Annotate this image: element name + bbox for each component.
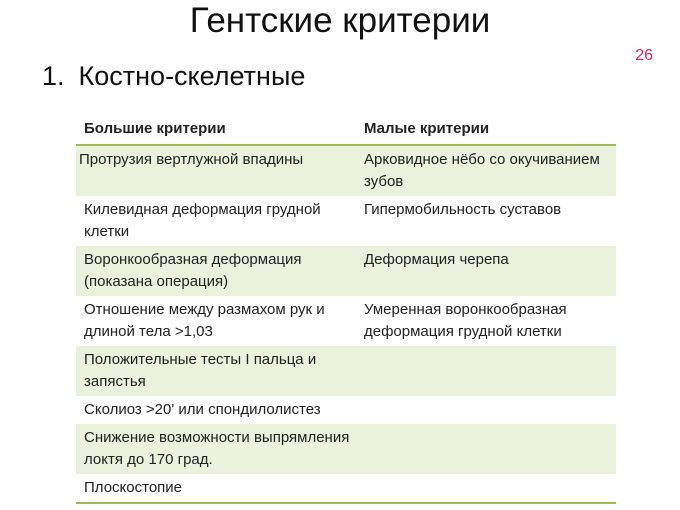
table-row <box>76 296 616 346</box>
major-criterion-cell: Протрузия вертлужной впадины <box>76 145 356 196</box>
minor-criterion-cell: Арковидное нёбо со окучиванием зубов <box>356 145 616 196</box>
minor-criterion-cell: Деформация черепа <box>356 246 616 296</box>
header-minor-criteria: Малые критерии <box>356 114 616 145</box>
minor-criterion-cell <box>356 424 616 474</box>
table-row <box>76 246 616 296</box>
table-row <box>76 424 616 474</box>
table-row <box>76 346 616 396</box>
table-row <box>76 474 616 503</box>
major-criterion-cell: Килевидная деформация грудной клетки <box>76 196 356 246</box>
minor-criterion-cell <box>356 346 616 396</box>
slide-number: 26 <box>635 47 653 64</box>
table-row <box>76 196 616 246</box>
criteria-table <box>76 114 616 504</box>
slide-title: Гентские критерии <box>189 1 491 40</box>
section-title: Костно-скелетные <box>78 61 306 91</box>
minor-criterion-cell <box>356 396 616 424</box>
major-criterion-cell: Снижение возможности выпрямления локтя до 170 град. <box>76 424 356 474</box>
minor-criterion-cell <box>356 474 616 503</box>
major-criterion-cell: Отношение между размахом рук и длиной тела >1,03 <box>76 296 356 346</box>
major-criterion-cell: Плоскостопие <box>76 474 356 503</box>
table-row <box>76 396 616 424</box>
table-header-row <box>76 114 616 145</box>
header-major-criteria: Большие критерии <box>76 114 356 145</box>
major-criterion-cell: Положительные тесты I пальца и запястья <box>76 346 356 396</box>
table-row <box>76 145 616 196</box>
major-criterion-cell: Воронкообразная деформация (показана операция) <box>76 246 356 296</box>
minor-criterion-cell: Гипермобильность суставов <box>356 196 616 246</box>
minor-criterion-cell: Умеренная воронкообразная деформация грудной клетки <box>356 296 616 346</box>
major-criterion-cell: Сколиоз >20' или спондилолистез <box>76 396 356 424</box>
section-number: 1. <box>42 61 65 91</box>
section-heading <box>42 60 305 92</box>
